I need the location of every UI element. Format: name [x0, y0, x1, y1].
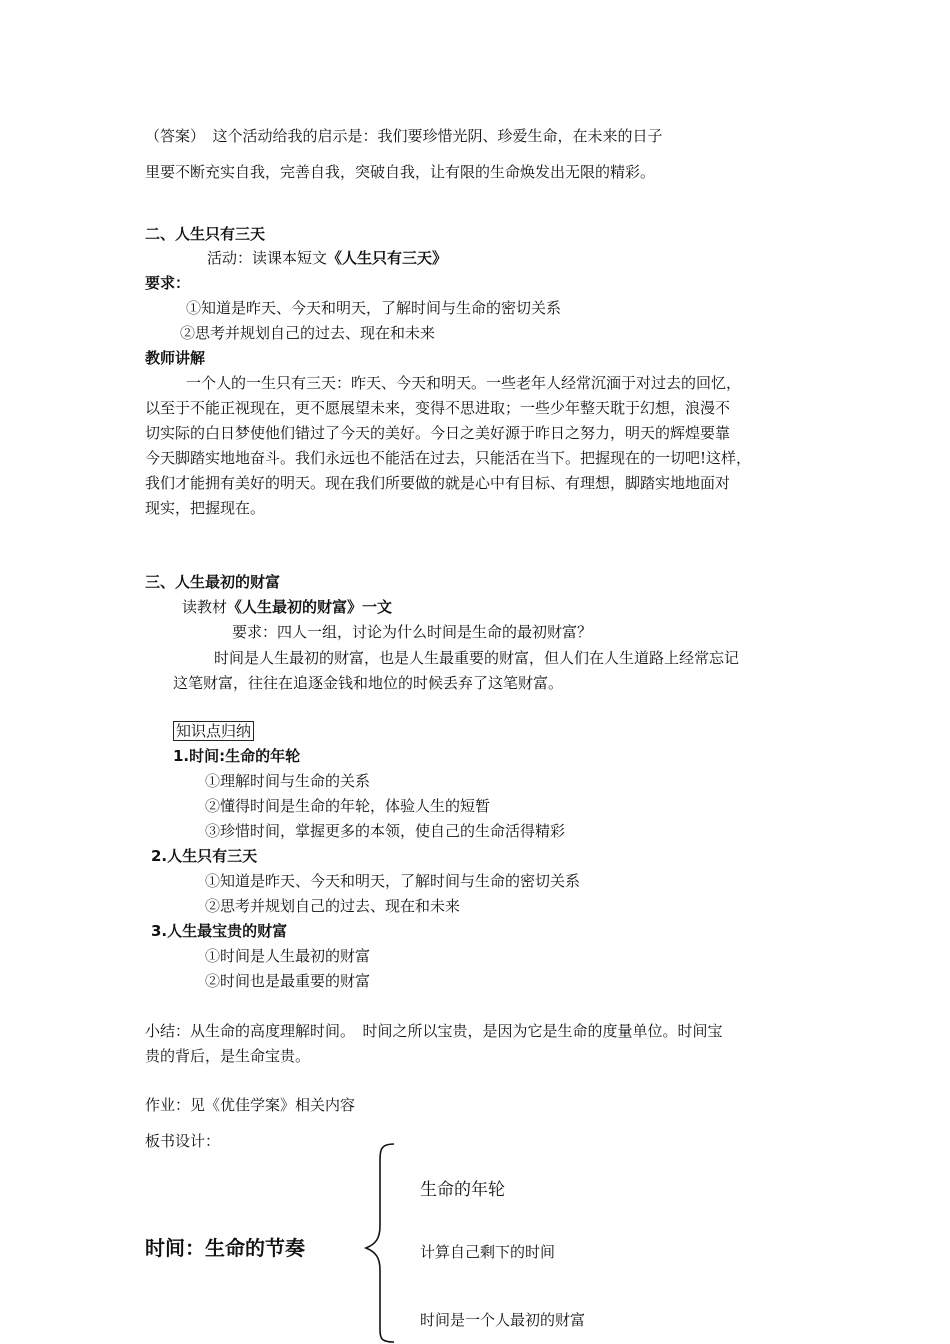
teacher-label: 教师讲解 — [145, 349, 206, 367]
summary-item: ③珍惜时间，掌握更多的本领，使自己的生命活得精彩 — [205, 822, 566, 840]
requirement-item-1: ①知道是昨天、今天和明天，了解时间与生命的密切关系 — [186, 299, 562, 317]
homework-line: 作业：见《优佳学案》相关内容 — [145, 1096, 356, 1114]
wealth-para-line-1: 时间是人生最初的财富，也是人生最重要的财富，但人们在人生道路上经常忘记 — [214, 649, 740, 667]
summary-item: ①时间是人生最初的财富 — [205, 947, 371, 965]
teacher-line-1: 一个人的一生只有三天：昨天、今天和明天。一些老年人经常沉湎于对过去的回忆， — [186, 374, 742, 392]
conclusion-line-1: 小结：从生命的高度理解时间。 时间之所以宝贵，是因为它是生命的度量单位。时间宝 — [145, 1022, 723, 1040]
section-heading-2: 二、人生只有三天 — [145, 225, 266, 243]
read-line — [182, 597, 392, 617]
summary-item: ②时间也是最重要的财富 — [205, 972, 371, 990]
summary-box — [173, 721, 254, 741]
activity-prefix: 活动：读课本短文 — [207, 249, 328, 267]
summary-item: ①知道是昨天、今天和明天，了解时间与生命的密切关系 — [205, 872, 581, 890]
summary-item: ①理解时间与生命的关系 — [205, 772, 371, 790]
summary-item: ②懂得时间是生命的年轮，体验人生的短暂 — [205, 797, 491, 815]
teacher-line-3: 切实际的白日梦使他们错过了今天的美好。今日之美好源于昨日之努力，明天的辉煌要靠 — [145, 424, 731, 442]
discussion-requirement: 要求：四人一组，讨论为什么时间是生命的最初财富？ — [232, 623, 593, 641]
requirement-item-2: ②思考并规划自己的过去、现在和未来 — [180, 324, 436, 342]
conclusion-line-2: 贵的背后，是生命宝贵。 — [145, 1047, 311, 1065]
answer-line-2: 里要不断充实自我，完善自我，突破自我，让有限的生命焕发出无限的精彩。 — [145, 163, 656, 181]
requirements-label: 要求： — [145, 274, 191, 292]
teacher-line-5: 我们才能拥有美好的明天。现在我们所要做的就是心中有目标、有理想，脚踏实地地面对 — [145, 474, 731, 492]
teacher-line-6: 现实，把握现在。 — [145, 499, 266, 517]
answer-line-1: （答案） 这个活动给我的启示是：我们要珍惜光阴、珍爱生命，在未来的日子 — [145, 127, 663, 145]
summary-group-title-3: 3.人生最宝贵的财富 — [151, 922, 288, 940]
summary-group-title-2: 2.人生只有三天 — [151, 847, 258, 865]
board-branch-3: 时间是一个人最初的财富 — [420, 1311, 586, 1329]
summary-box-label: 知识点归纳 — [173, 721, 254, 741]
activity-title: 《人生只有三天》 — [327, 249, 448, 267]
read-title: 《人生最初的财富》一文 — [227, 598, 393, 616]
board-main-topic: 时间：生命的节奏 — [145, 1236, 305, 1260]
read-prefix: 读教材 — [182, 598, 228, 616]
board-branch-2: 计算自己剩下的时间 — [420, 1243, 556, 1261]
summary-item: ②思考并规划自己的过去、现在和未来 — [205, 897, 461, 915]
board-branch-1: 生命的年轮 — [420, 1180, 505, 1200]
board-label: 板书设计： — [145, 1132, 221, 1150]
wealth-para-line-2: 这笔财富，往往在追逐金钱和地位的时候丢弃了这笔财富。 — [173, 674, 564, 692]
summary-group-title-1: 1.时间:生命的年轮 — [173, 747, 301, 765]
teacher-line-2: 以至于不能正视现在，更不愿展望未来，变得不思进取；一些少年整天耽于幻想，浪漫不 — [145, 399, 731, 417]
section-heading-3: 三、人生最初的财富 — [145, 573, 281, 591]
curly-brace-icon — [360, 1140, 400, 1344]
teacher-line-4: 今天脚踏实地地奋斗。我们永远也不能活在过去，只能活在当下。把握现在的一切吧!这样， — [145, 449, 752, 467]
activity-line — [207, 248, 447, 268]
